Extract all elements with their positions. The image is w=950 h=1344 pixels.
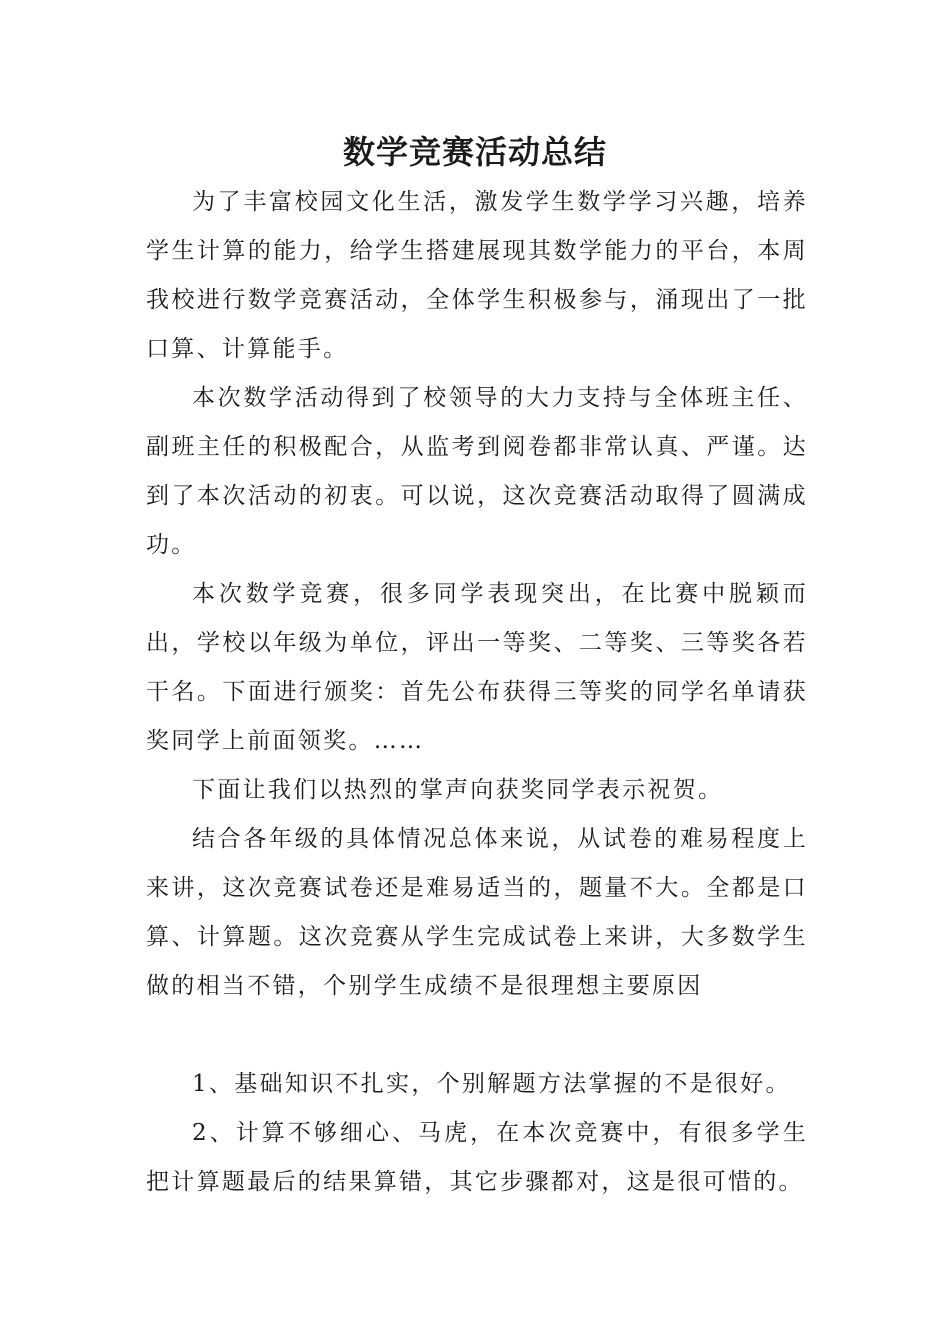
list-item-reason-1: 1、基础知识不扎实，个别解题方法掌握的不是很好。	[192, 1071, 791, 1097]
paragraph-congratulations: 下面让我们以热烈的掌声向获奖同学表示祝贺。	[192, 777, 724, 803]
paragraph-awards: 本次数学竞赛，很多同学表现突出，在比赛中脱颖而出，学校以年级为单位，评出一等奖、二等奖、三等奖各若干名。下面进行颁奖：首先公布获得三等奖的同学名单请获奖同学上前面领奖。……	[146, 581, 808, 754]
list-item-reason-2: 2、计算不够细心、马虎，在本次竞赛中，有很多学生把计算题最后的结果算错，其它步骤都对，这是很可惜的。	[146, 1120, 808, 1195]
document-title: 数学竞赛活动总结	[342, 133, 607, 171]
document-body	[146, 178, 808, 1207]
paragraph-analysis: 结合各年级的具体情况总体来说，从试卷的难易程度上来讲，这次竞赛试卷还是难易适当的，题量不大。全都是口算、计算题。这次竞赛从学生完成试卷上来讲，大多数学生做的相当不错，个别学生成绩不是很理想主要原因	[146, 826, 808, 999]
paragraph-intro: 为了丰富校园文化生活，激发学生数学学习兴趣，培养学生计算的能力，给学生搭建展现其数学能力的平台，本周我校进行数学竞赛活动，全体学生积极参与，涌现出了一批口算、计算能手。	[146, 189, 808, 362]
paragraph-support: 本次数学活动得到了校领导的大力支持与全体班主任、副班主任的积极配合，从监考到阅卷都非常认真、严谨。达到了本次活动的初衷。可以说，这次竞赛活动取得了圆满成功。	[146, 385, 808, 558]
